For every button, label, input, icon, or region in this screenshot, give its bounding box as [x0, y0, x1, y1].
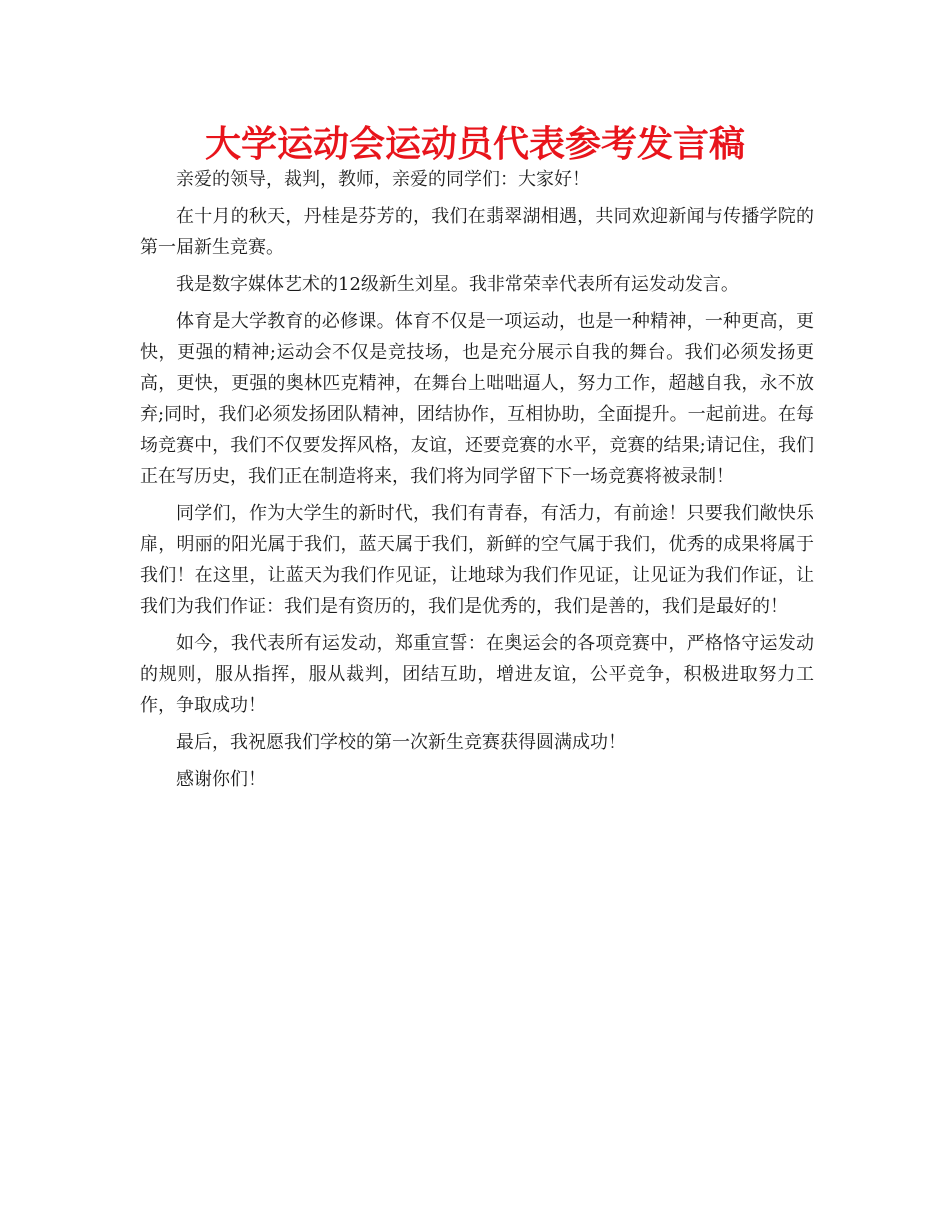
closing-paragraph: 感谢你们！	[176, 769, 266, 790]
document-title: 大学运动会运动员代表参考发言稿	[204, 124, 745, 165]
greeting-paragraph: 亲爱的领导，裁判，教师，亲爱的同学们：大家好！	[176, 169, 590, 190]
body-paragraph: 最后，我祝愿我们学校的第一次新生竞赛获得圆满成功！	[176, 732, 626, 753]
body-paragraph: 我是数字媒体艺术的12级新生刘星。我非常荣幸代表所有运发动发言。	[176, 274, 739, 295]
document-body	[140, 164, 814, 795]
body-paragraph: 体育是大学教育的必修课。体育不仅是一项运动，也是一种精神，一种更高，更快，更强的精神;运动会不仅是竞技场，也是充分展示自我的舞台。我们必须发扬更高，更快，更强的奥林匹克精神，在舞台上咄咄逼人，努力工作，超越自我，永不放弃;同时，我们必须发扬团队精神，团结协作，互相协助，全面提升。一起前进。在每场竞赛中，我们不仅要发挥风格，友谊，还要竞赛的水平，竞赛的结果;请记住，我们正在写历史，我们正在制造将来，我们将为同学留下下一场竞赛将被录制！	[140, 311, 814, 487]
body-paragraph: 如今，我代表所有运发动，郑重宣誓：在奥运会的各项竞赛中，严格恪守运发动的规则，服从指挥，服从裁判，团结互助，增进友谊，公平竞争，积极进取努力工作，争取成功！	[140, 633, 814, 716]
body-paragraph: 在十月的秋天，丹桂是芬芳的，我们在翡翠湖相遇，共同欢迎新闻与传播学院的第一届新生竞赛。	[140, 206, 814, 258]
body-paragraph: 同学们，作为大学生的新时代，我们有青春，有活力，有前途！只要我们敞快乐扉，明丽的阳光属于我们，蓝天属于我们，新鲜的空气属于我们，优秀的成果将属于我们！在这里，让蓝天为我们作见证，让地球为我们作见证，让见证为我们作证，让我们为我们作证：我们是有资历的，我们是优秀的，我们是善的，我们是最好的！	[140, 503, 814, 617]
